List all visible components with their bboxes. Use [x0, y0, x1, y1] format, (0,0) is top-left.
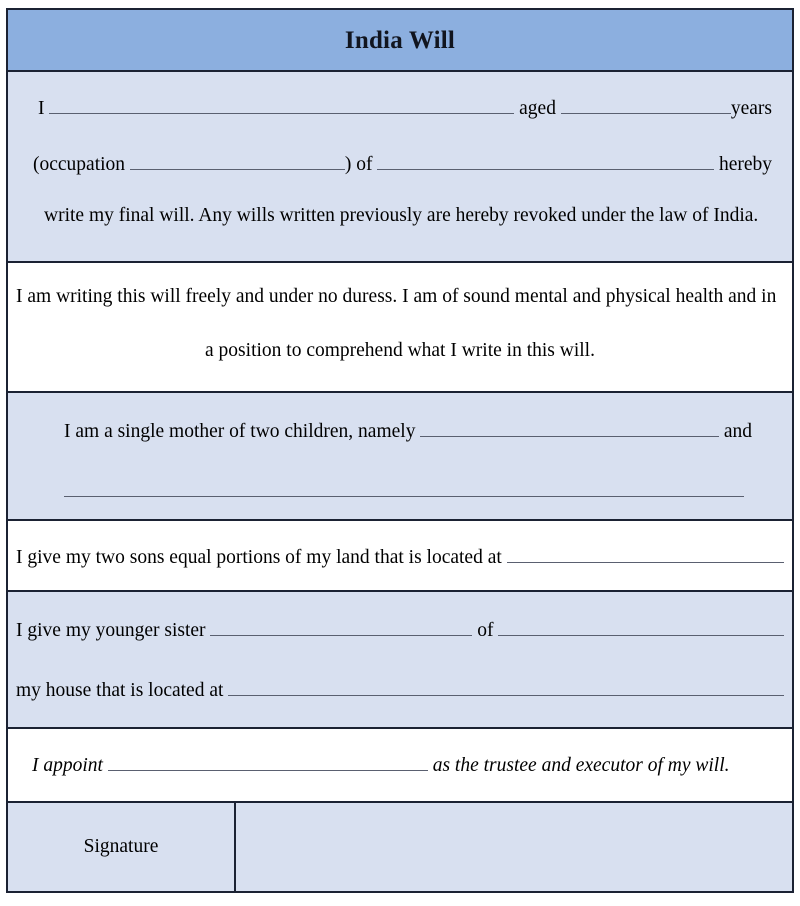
intro-label-occupation: (occupation: [33, 153, 126, 175]
section-children: [8, 393, 792, 521]
intro-age-blank[interactable]: [561, 94, 731, 114]
sister-house-location-blank[interactable]: [228, 676, 784, 696]
sister-label-statement: I give my younger sister: [16, 619, 206, 641]
children-label-statement: I am a single mother of two children, namely: [64, 420, 416, 442]
intro-name-blank[interactable]: [49, 94, 514, 114]
page-title: India Will: [344, 27, 456, 54]
signature-input-cell[interactable]: [236, 803, 792, 891]
intro-revocation-text: write my final will. Any wills written previously are hereby revoked under the law of India.: [44, 205, 759, 226]
sister-house-label: my house that is located at: [16, 679, 224, 701]
section-land: [8, 521, 792, 592]
children-label-and: and: [723, 420, 752, 442]
intro-line-occupation-address: [8, 150, 792, 174]
children-first-name-blank[interactable]: [420, 417, 719, 437]
intro-label-years: years: [730, 97, 772, 119]
will-form-table: [6, 8, 794, 893]
land-label-statement: I give my two sons equal portions of my land that is located at: [16, 546, 502, 568]
section-trustee: [8, 729, 792, 803]
sister-label-of: of: [477, 619, 494, 641]
land-location-blank[interactable]: [507, 543, 784, 563]
children-line-1: [8, 417, 792, 441]
trustee-line-1: [8, 751, 792, 775]
intro-revocation-statement: [8, 206, 792, 226]
duress-text-2: a position to comprehend what I write in this will.: [205, 340, 595, 361]
trustee-label-appoint: I appoint: [32, 754, 103, 776]
land-line-1: [8, 543, 792, 567]
document-title-row: [8, 10, 792, 72]
section-sister: [8, 592, 792, 729]
trustee-name-blank[interactable]: [108, 751, 428, 771]
sister-line-2: [8, 676, 792, 700]
sister-relation-blank[interactable]: [498, 616, 784, 636]
section-duress: [8, 263, 792, 393]
duress-line-1: [8, 287, 792, 307]
signature-label-cell: [8, 803, 236, 891]
intro-label-hereby: hereby: [718, 153, 772, 175]
intro-label-of: ) of: [344, 153, 373, 175]
section-signature: [8, 803, 792, 891]
intro-address-blank[interactable]: [377, 150, 714, 170]
children-second-name-blank[interactable]: [64, 477, 744, 497]
duress-text-1: I am writing this will freely and under no duress. I am of sound mental and physical health and in: [16, 286, 777, 307]
sister-name-blank[interactable]: [210, 616, 472, 636]
children-line-2: [8, 477, 792, 497]
duress-line-2: [8, 341, 792, 361]
intro-label-i: I: [38, 97, 45, 119]
intro-occupation-blank[interactable]: [130, 150, 345, 170]
intro-line-name-age: [8, 94, 792, 118]
trustee-label-role: as the trustee and executor of my will.: [432, 754, 730, 776]
sister-line-1: [8, 616, 792, 640]
signature-label: Signature: [83, 836, 159, 857]
intro-label-aged: aged: [519, 97, 556, 119]
section-intro: [8, 72, 792, 263]
